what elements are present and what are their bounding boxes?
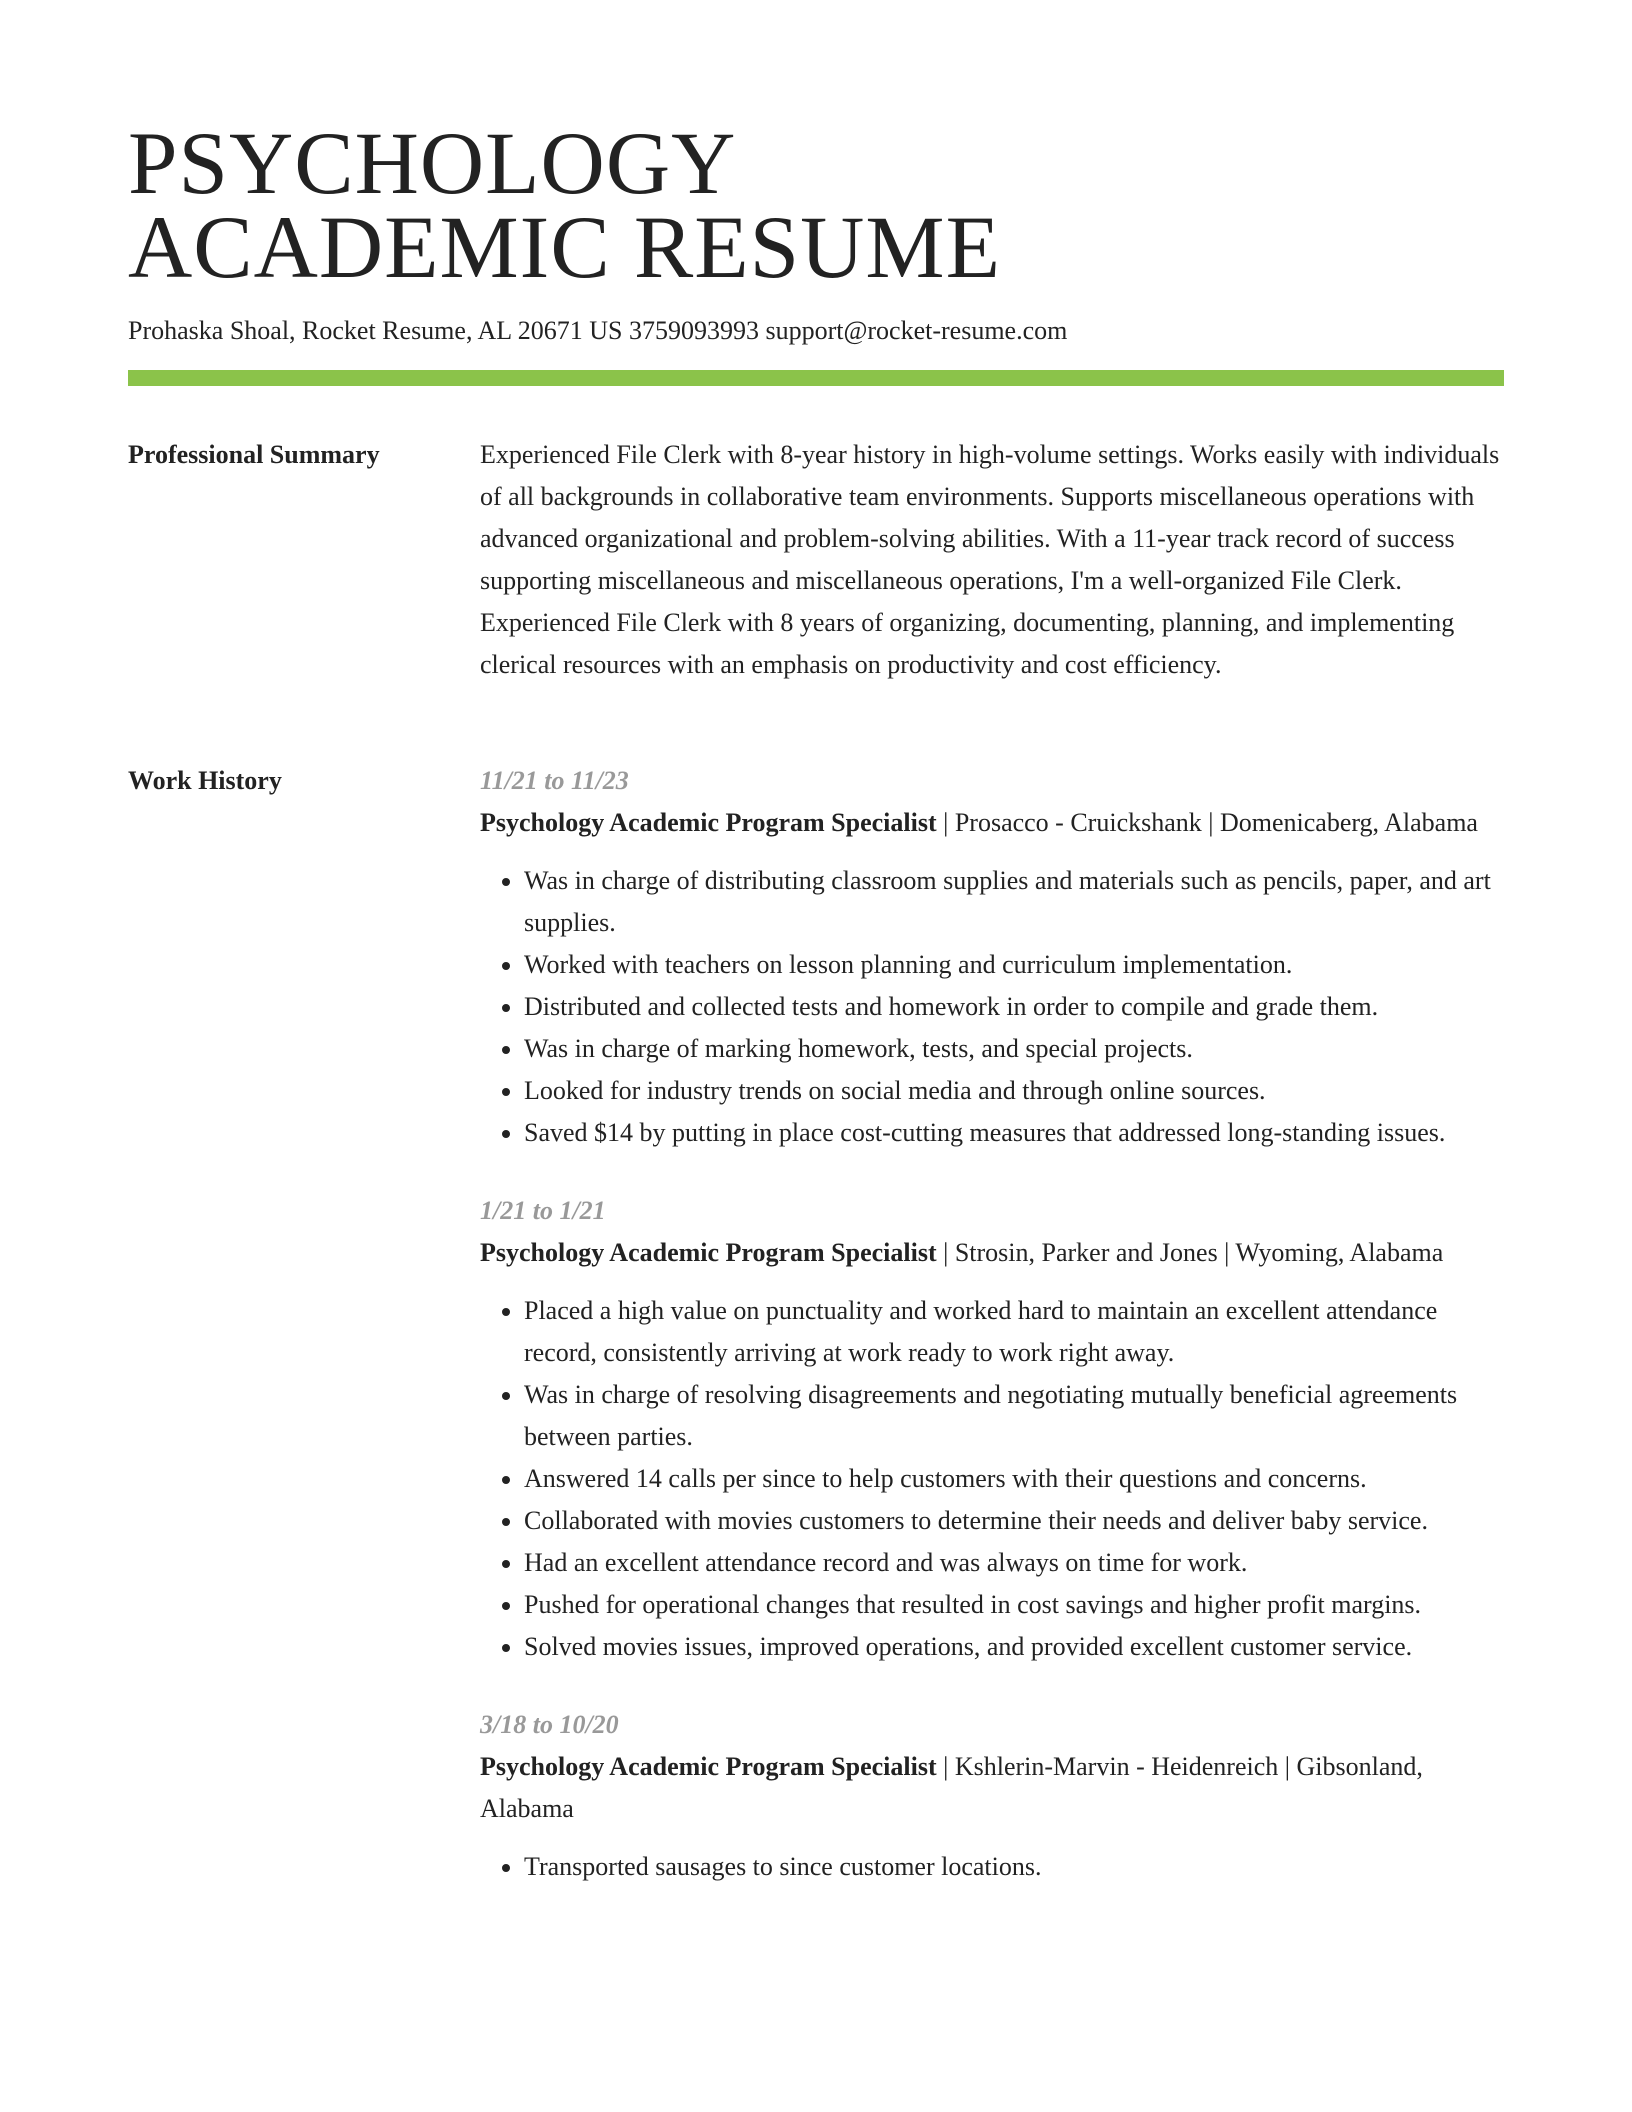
- job-bullet: • Answered 14 calls per since to help customers with their questions and concerns.: [524, 1458, 1504, 1500]
- job-bullet: • Was in charge of distributing classroom supplies and materials such as pencils, paper, and art supplies.: [524, 860, 1504, 944]
- job-bullet: • Placed a high value on punctuality and worked hard to maintain an excellent attendance record, consistently arriving at work ready to work right away.: [524, 1290, 1504, 1374]
- job-dates: 1/21 to 1/21: [480, 1196, 606, 1225]
- job-bullet-list: [480, 860, 1504, 1154]
- work-history-heading: Work History: [128, 766, 282, 795]
- job-bullet-list: [480, 1290, 1504, 1668]
- job-bullet: • Saved $14 by putting in place cost-cutting measures that addressed long-standing issues.: [524, 1112, 1504, 1154]
- accent-divider: [128, 370, 1504, 386]
- job-employer-location: | Kshlerin-Marvin - Heidenreich | Gibsonland, Alabama: [480, 1752, 1423, 1823]
- job-bullet: • Collaborated with movies customers to determine their needs and deliver baby service.: [524, 1500, 1504, 1542]
- professional-summary-body: [480, 434, 1504, 686]
- contact-info: Prohaska Shoal, Rocket Resume, AL 20671 US 3759093993 support@rocket-resume.com: [128, 316, 1068, 345]
- job-title: Psychology Academic Program Specialist: [480, 1752, 937, 1781]
- job-title: Psychology Academic Program Specialist: [480, 1238, 937, 1267]
- professional-summary-heading: Professional Summary: [128, 440, 380, 469]
- job-bullet: • Was in charge of marking homework, tests, and special projects.: [524, 1028, 1504, 1070]
- job-bullet: • Distributed and collected tests and homework in order to compile and grade them.: [524, 986, 1504, 1028]
- resume-title-line-2: ACADEMIC RESUME: [128, 199, 1001, 297]
- job-dates: 11/21 to 11/23: [480, 766, 629, 795]
- job-title: Psychology Academic Program Specialist: [480, 808, 937, 837]
- job-heading: [480, 1232, 1504, 1274]
- job-employer-location: | Prosacco - Cruickshank | Domenicaberg, Alabama: [936, 808, 1478, 837]
- job-employer-location: | Strosin, Parker and Jones | Wyoming, Alabama: [936, 1238, 1444, 1267]
- job-heading: [480, 1746, 1504, 1830]
- job-entry: [480, 1190, 1504, 1668]
- job-heading: [480, 802, 1504, 844]
- resume-title-line-1: PSYCHOLOGY: [128, 115, 737, 213]
- job-entry: [480, 760, 1504, 1154]
- job-bullet: • Pushed for operational changes that resulted in cost savings and higher profit margins.: [524, 1584, 1504, 1626]
- job-bullet-list: [480, 1846, 1504, 1888]
- job-bullet: • Had an excellent attendance record and was always on time for work.: [524, 1542, 1504, 1584]
- resume-header: [128, 115, 1504, 348]
- job-bullet: • Was in charge of resolving disagreements and negotiating mutually beneficial agreements between parties.: [524, 1374, 1504, 1458]
- job-bullet: • Worked with teachers on lesson planning and curriculum implementation.: [524, 944, 1504, 986]
- job-bullet: • Solved movies issues, improved operations, and provided excellent customer service.: [524, 1626, 1504, 1668]
- job-bullet: • Looked for industry trends on social media and through online sources.: [524, 1070, 1504, 1112]
- job-bullet: • Transported sausages to since customer locations.: [524, 1846, 1504, 1888]
- professional-summary-text: Experienced File Clerk with 8-year history in high-volume settings. Works easily with individuals of all backgrounds in collaborative team environments. Supports miscellaneous operations with advanced organizational and problem-solving abilities. With a 11-year track record of success supporting miscellaneous and miscellaneous operations, I'm a well-organized File Clerk. Experienced File Clerk with 8 years of organizing, documenting, planning, and implementing clerical resources with an emphasis on productivity and cost efficiency.: [480, 440, 1500, 679]
- job-dates: 3/18 to 10/20: [480, 1710, 619, 1739]
- job-entry: [480, 1704, 1504, 1888]
- work-history-list: [480, 760, 1504, 1924]
